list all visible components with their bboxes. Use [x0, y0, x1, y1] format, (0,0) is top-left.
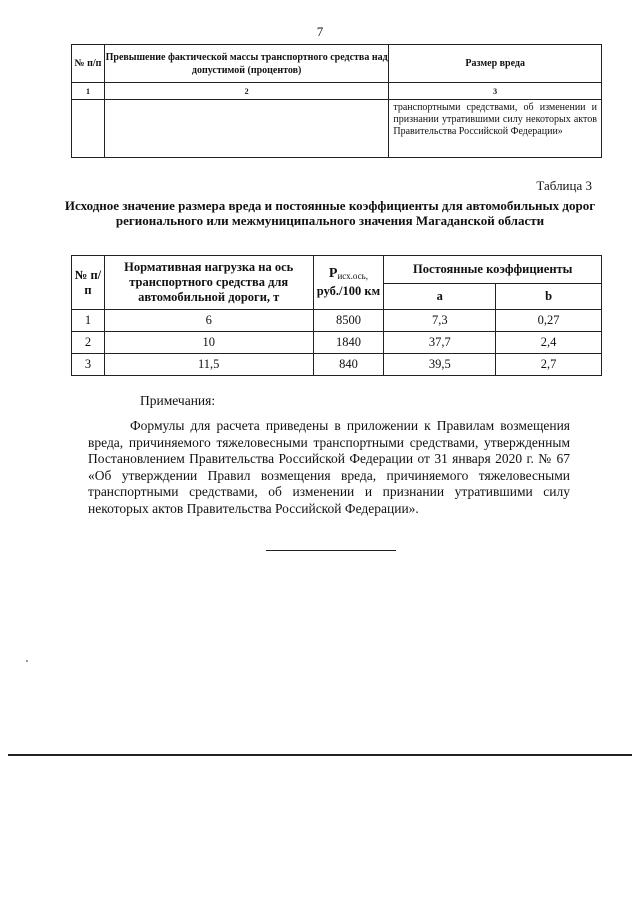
header-p-main: P: [328, 266, 338, 281]
row-num: 3: [72, 354, 105, 376]
notes-text: Формулы для расчета приведены в приложении к Правилам возмещения вреда, причиняемого тяжеловесными транспортными средствами, утвержденным Постановлением Правительства Российской Федерации от 31 января 2020 г. № 67 «Об утверждении Правил возмещения вреда, причиняемого тяжеловесными транспортными средствами, об изменении и признании утратившими силу некоторых актов Правительства Российской Федерации».: [88, 418, 570, 516]
table-row: [72, 310, 602, 332]
header-excess: Превышение фактической массы транспортного средства над допустимой (процентов): [104, 45, 388, 83]
row-a: 39,5: [384, 354, 496, 376]
notes-label: Примечания:: [140, 393, 216, 408]
row-a: 7,3: [384, 310, 496, 332]
header-coefficients: Постоянные коэффициенты: [384, 256, 602, 284]
table-row: [72, 332, 602, 354]
row-b: 2,7: [496, 354, 602, 376]
index-cell-3: 3: [389, 83, 602, 100]
index-cell-2: 2: [104, 83, 388, 100]
header-num: № п/п: [72, 45, 105, 83]
table-row: [72, 354, 602, 376]
header-p-unit: руб./100 км: [316, 284, 381, 298]
row-num: 1: [72, 310, 105, 332]
table-label: Таблица 3: [536, 178, 592, 193]
header-load: Нормативная нагрузка на ось транспортного средства для автомобильной дороги, т: [104, 256, 313, 310]
row-num: 2: [72, 332, 105, 354]
row-b: 0,27: [496, 310, 602, 332]
row-b: 2,4: [496, 332, 602, 354]
continuation-text: транспортными средствами, об изменении и признании утратившими силу некоторых актов Правительства Российской Федерации»: [389, 100, 602, 158]
row-load: 10: [104, 332, 313, 354]
page-number: 7: [316, 24, 324, 39]
header-num: № п/п: [72, 256, 105, 310]
table-title: Исходное значение размера вреда и постоянные коэффициенты для автомобильных дорог регионального или межмуниципального значения Магаданской области: [64, 198, 596, 228]
row-load: 11,5: [104, 354, 313, 376]
header-damage: Размер вреда: [389, 45, 602, 83]
row-a: 37,7: [384, 332, 496, 354]
row-p: 8500: [313, 310, 384, 332]
header-a: a: [384, 284, 496, 310]
row-load: 6: [104, 310, 313, 332]
continuation-table: [71, 44, 602, 158]
row-p: 840: [313, 354, 384, 376]
row-p: 1840: [313, 332, 384, 354]
bottom-divider: [8, 754, 632, 756]
empty-cell: [104, 100, 388, 158]
coefficients-table: [71, 255, 602, 376]
index-cell-1: 1: [72, 83, 105, 100]
header-p-sub: исх.ось,: [337, 271, 368, 281]
empty-cell: [72, 100, 105, 158]
end-divider: [266, 550, 396, 551]
header-p: [313, 256, 384, 310]
header-b: b: [496, 284, 602, 310]
scan-speck: [26, 660, 28, 662]
